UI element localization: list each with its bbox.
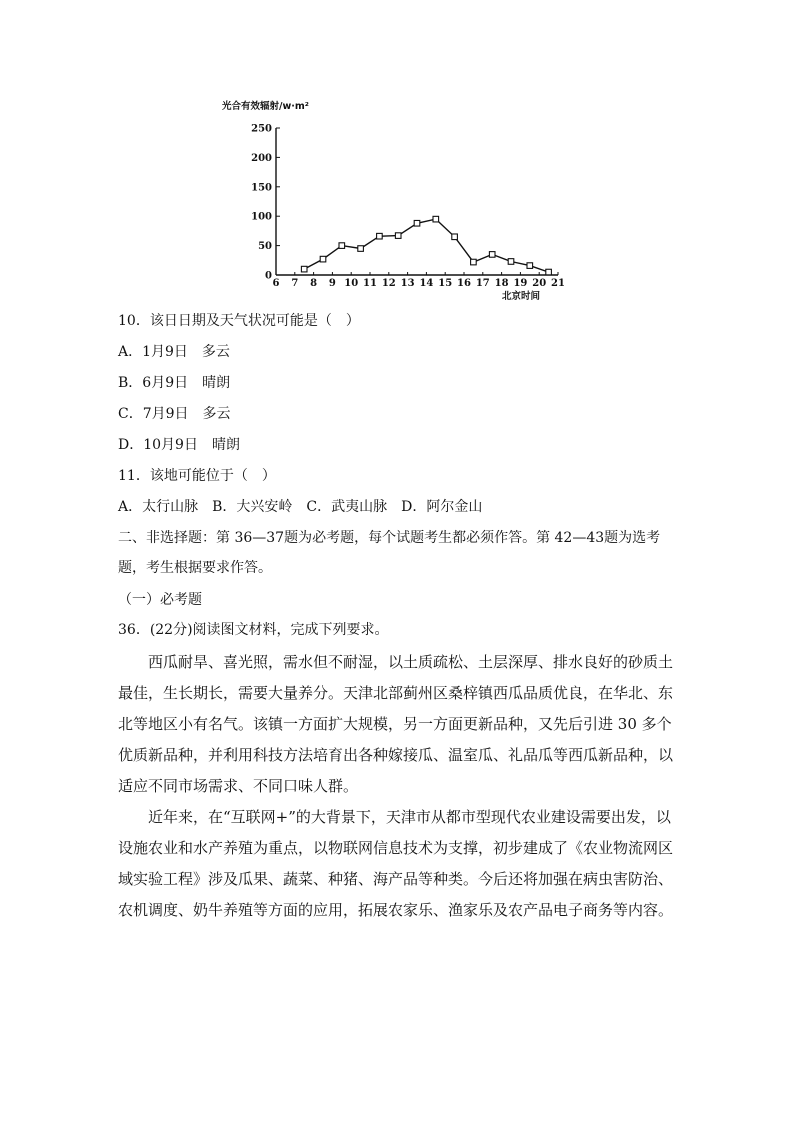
section-2-heading: 二、非选择题：第 36—37题为必考题，每个试题考生都必须作答。第 42—43题为选考题，考生根据要求作答。	[118, 530, 661, 576]
data-point	[452, 234, 458, 240]
question-10-option-b: B．6月9日 晴朗	[118, 375, 231, 391]
data-point	[301, 266, 307, 272]
x-tick-label: 13	[400, 278, 415, 289]
x-tick-label: 8	[310, 278, 318, 289]
x-tick-label: 21	[551, 278, 565, 289]
y-tick-label: 250	[251, 123, 272, 135]
y-tick-label: 50	[258, 241, 272, 253]
data-point	[433, 216, 439, 222]
material-paragraph-1: 西瓜耐旱、喜光照，需水但不耐湿，以土质疏松、土层深厚、排水良好的砂质土最佳，生长期长，需要大量养分。天津北部蓟州区桑梓镇西瓜品质优良，在华北、东北等地区小有名气。该镇一方面扩大规模，另一方面更新品种，又先后引进 30 多个优质新品种，并利用科技方法培育出各种嫁接瓜、温室瓜、礼品瓜等西瓜新品种，以适应不同市场需求、不同口味人群。	[118, 653, 674, 795]
x-tick-label: 9	[328, 278, 336, 289]
question-10-option-a: A．1月9日 多云	[118, 344, 230, 360]
x-tick-label: 11	[363, 278, 377, 289]
data-point	[414, 220, 420, 226]
question-10-option-d: D．10月9日 晴朗	[118, 437, 240, 453]
data-point	[471, 259, 477, 265]
data-point	[339, 243, 345, 249]
material-paragraph-2: 近年来，在“互联网+”的大背景下，天津市从都市型现代农业建设需要出发，以设施农业和水产养殖为重点，以物联网信息技术为支撑，初步建成了《农业物流网区域实验工程》涉及瓜果、蔬菜、种猪、海产品等种类。今后还将加强在病虫害防治、农机调度、奶牛养殖等方面的应用，拓展农家乐、渔家乐及农产品电子商务等内容。	[118, 808, 674, 919]
x-tick-label: 14	[419, 278, 434, 289]
x-tick-label: 17	[475, 278, 490, 289]
data-point	[320, 256, 326, 262]
radiation-line-chart	[218, 98, 578, 308]
data-point	[358, 246, 364, 252]
section-2-subheading: （一）必考题	[118, 592, 202, 608]
chart-series	[301, 216, 551, 275]
data-point	[546, 269, 552, 275]
data-point	[377, 233, 383, 239]
x-tick-label: 18	[494, 278, 509, 289]
x-tick-label: 20	[532, 278, 547, 289]
question-11-options: A．太行山脉 B．大兴安岭 C．武夷山脉 D．阿尔金山	[118, 499, 483, 515]
data-point	[527, 263, 533, 269]
x-tick-label: 10	[344, 278, 359, 289]
x-tick-label: 15	[438, 278, 453, 289]
question-36: 36．(22分)阅读图文材料，完成下列要求。	[118, 622, 389, 638]
x-tick-label: 19	[513, 278, 528, 289]
x-tick-label: 7	[291, 278, 299, 289]
chart-axes	[276, 128, 558, 275]
y-tick-label: 100	[251, 211, 272, 223]
y-tick-label: 150	[251, 182, 272, 194]
y-tick-label: 200	[251, 152, 272, 164]
y-axis-label: 光合有效辐射/w·m²	[222, 101, 309, 112]
question-10-option-c: C．7月9日 多云	[118, 406, 231, 422]
question-11: 11．该地可能位于（ ）	[118, 468, 276, 484]
data-point	[508, 259, 514, 265]
data-point	[489, 252, 495, 258]
x-tick-label: 6	[272, 278, 280, 289]
question-10: 10．该日日期及天气状况可能是（ ）	[118, 313, 360, 329]
x-tick-label: 16	[457, 278, 471, 289]
data-point	[395, 233, 401, 239]
y-tick-label: 0	[265, 270, 272, 282]
x-tick-label: 12	[381, 278, 396, 289]
x-axis-label: 北京时间	[501, 291, 541, 302]
